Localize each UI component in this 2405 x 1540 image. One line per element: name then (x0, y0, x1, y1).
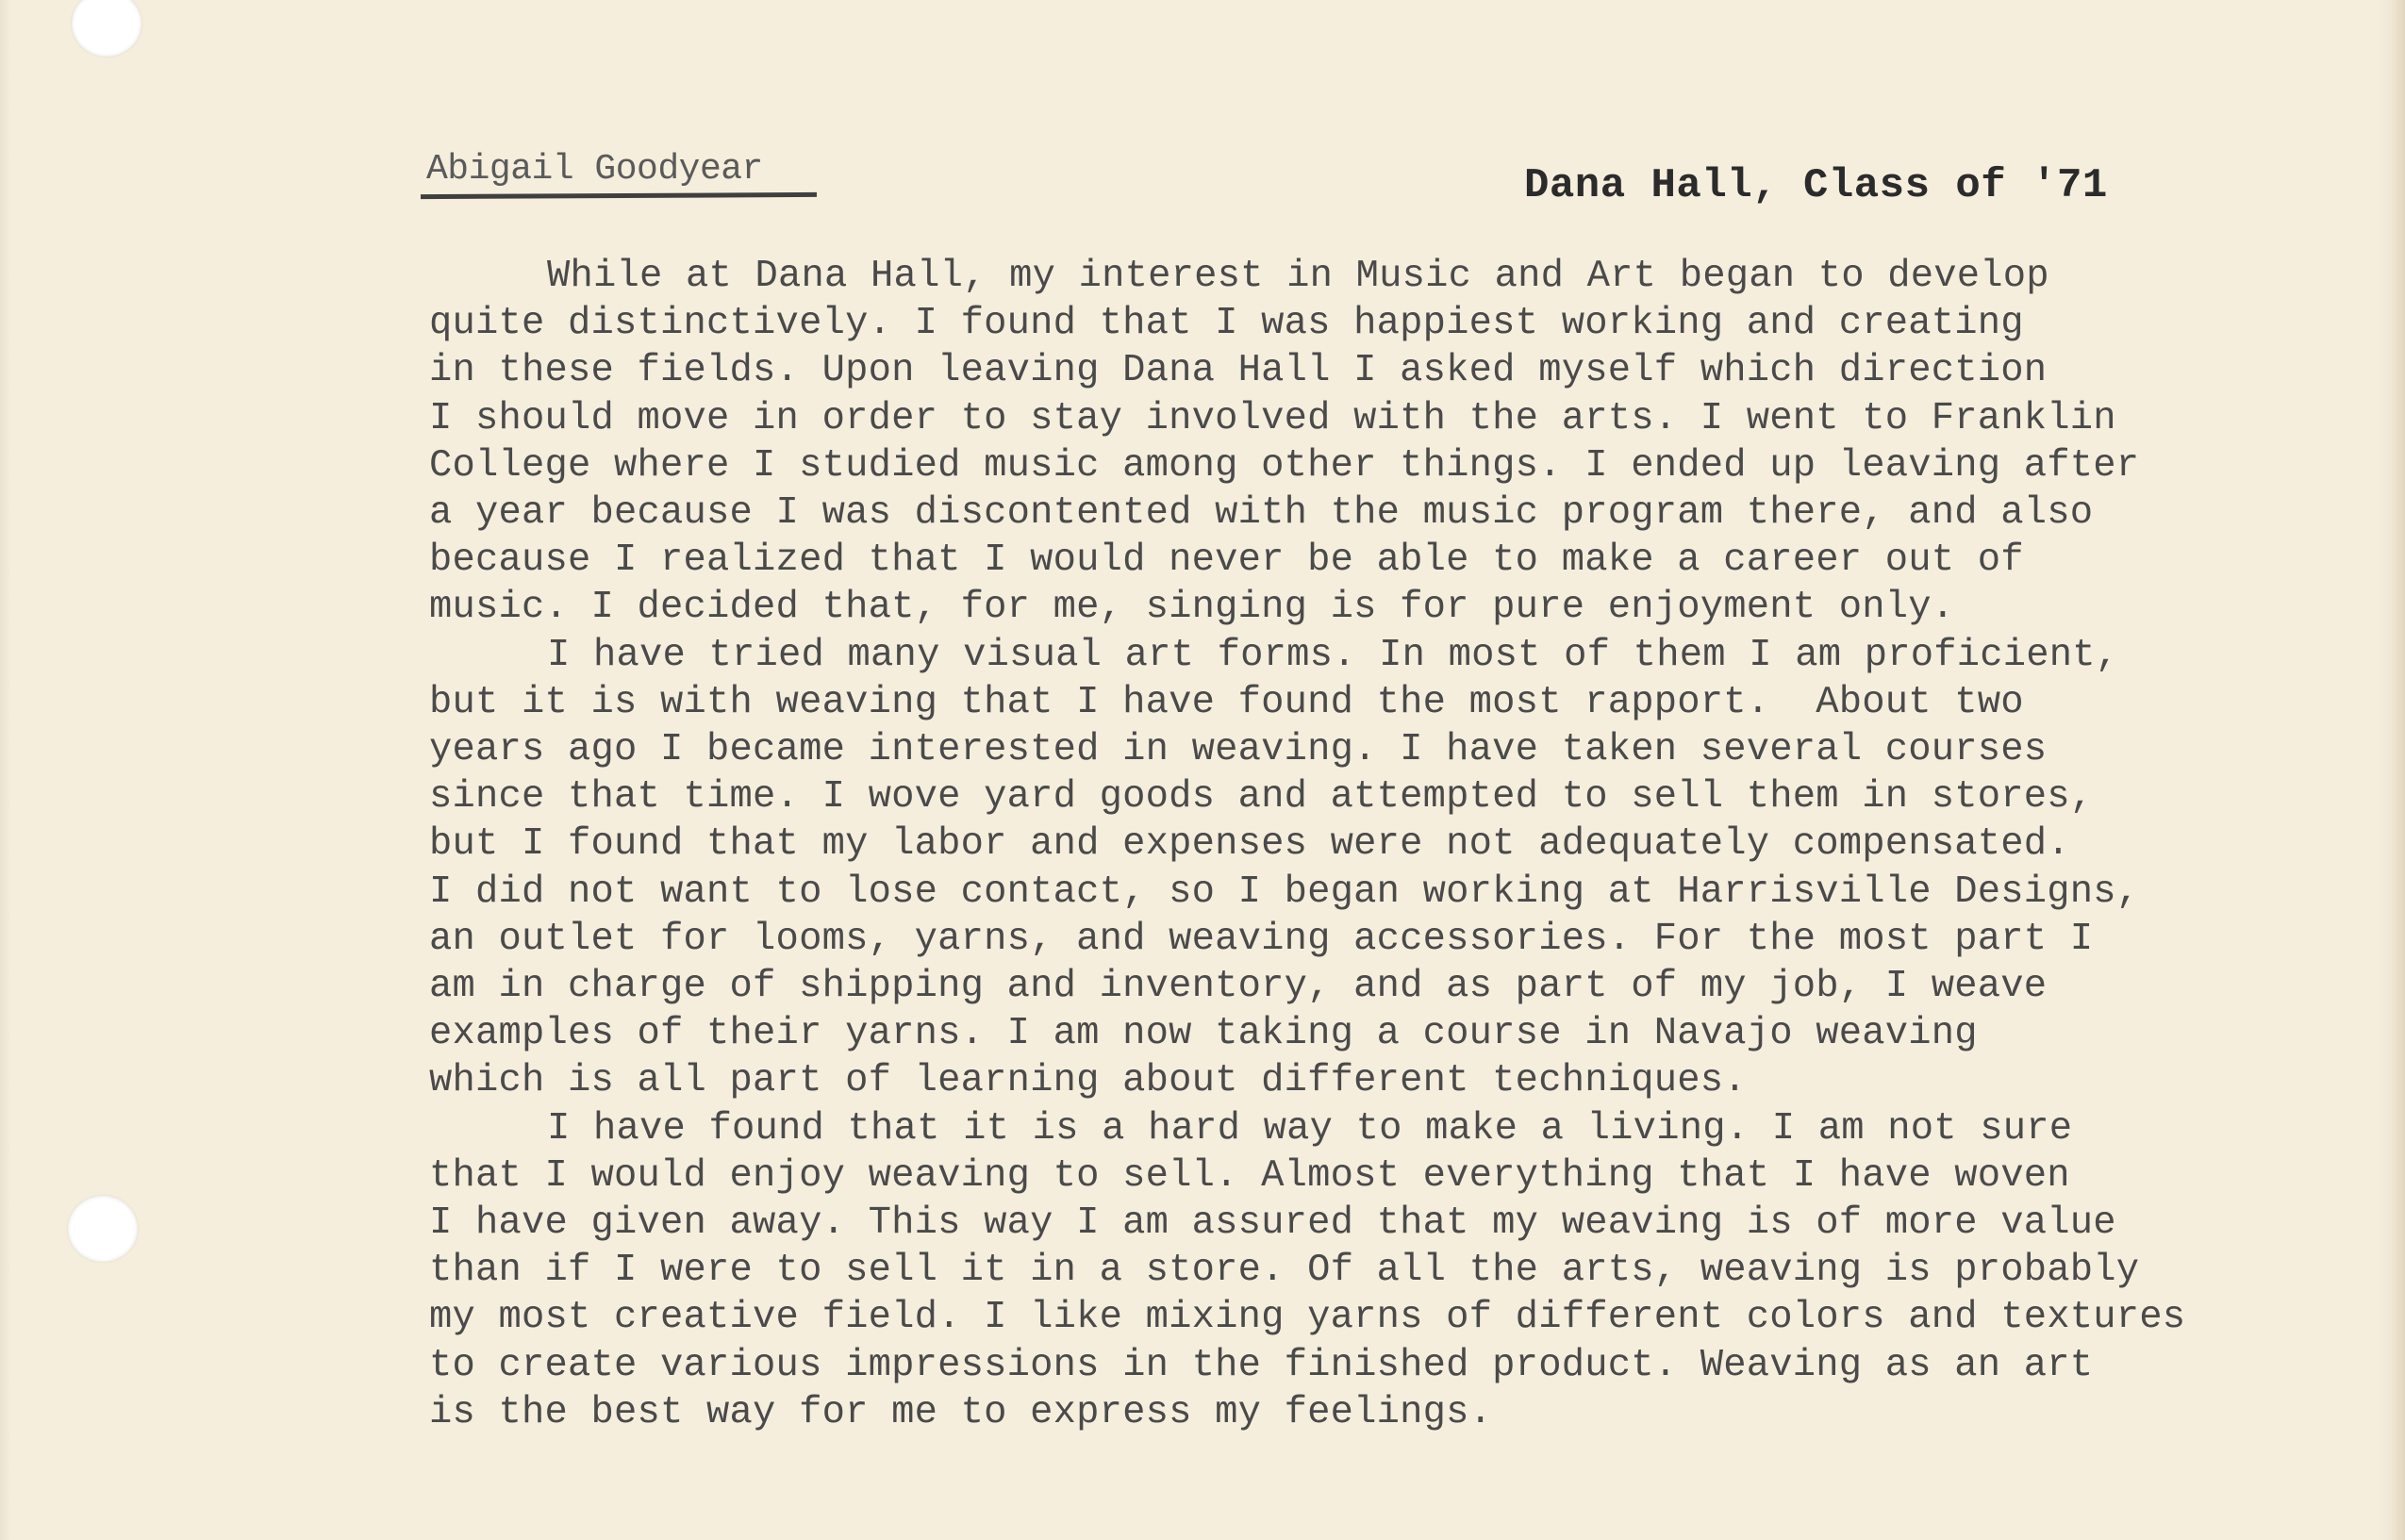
essay-line: While at Dana Hall, my interest in Music and Art began to develop (547, 255, 2049, 298)
essay-line: is the best way for me to express my feelings. (429, 1390, 1493, 1434)
essay-line: I have tried many visual art forms. In most of them I am proficient, (547, 633, 2119, 677)
essay-line: I did not want to lose contact, so I began working at Harrisville Designs, (429, 869, 2140, 914)
paper-edge (2392, 0, 2405, 1540)
essay-line: because I realized that I would never be able to make a career out of (429, 538, 2024, 583)
essay-line: am in charge of shipping and inventory, and as part of my job, I weave (429, 965, 2048, 1009)
essay-line: quite distinctively. I found that I was happiest working and creating (429, 302, 2024, 346)
essay-line: College where I studied music among other things. I ended up leaving after (429, 443, 2140, 488)
punch-hole-bottom (68, 1196, 138, 1262)
essay-line: that I would enjoy weaving to sell. Almost everything that I have woven (429, 1153, 2070, 1198)
essay-line: to create various impressions in the finished product. Weaving as an art (429, 1343, 2094, 1387)
essay-line: I have given away. This way I am assured that my weaving is of more value (429, 1201, 2116, 1246)
essay-line: which is all part of learning about different techniques. (429, 1059, 1747, 1103)
essay-line: but it is with weaving that I have found the most rapport. About two (429, 680, 2024, 724)
essay-line: years ago I became interested in weaving. I have taken several courses (429, 728, 2048, 772)
essay-line: my most creative field. I like mixing yarns of different colors and textures (429, 1296, 2186, 1340)
essay-line: in these fields. Upon leaving Dana Hall I asked myself which direction (429, 349, 2048, 393)
essay-line: music. I decided that, for me, singing is for pure enjoyment only. (429, 586, 1955, 630)
essay-line: I have found that it is a hard way to make a living. I am not sure (547, 1106, 2073, 1151)
essay-line: since that time. I wove yard goods and attempted to sell them in stores, (429, 775, 2094, 820)
essay-line: but I found that my labor and expenses were not adequately compensated. (429, 822, 2070, 867)
essay-body (429, 253, 2221, 1436)
author-underline (421, 192, 817, 199)
punch-hole-top (72, 0, 141, 57)
essay-line: examples of their yarns. I am now taking a course in Navajo weaving (429, 1012, 1978, 1056)
class-heading: Dana Hall, Class of '71 (1524, 162, 2108, 209)
essay-line: a year because I was discontented with the music program there, and also (429, 491, 2094, 536)
essay-line: than if I were to sell it in a store. Of all the arts, weaving is probably (429, 1249, 2140, 1293)
essay-line: an outlet for looms, yarns, and weaving accessories. For the most part I (429, 917, 2094, 961)
author-name: Abigail Goodyear (426, 149, 763, 190)
essay-line: I should move in order to stay involved with the arts. I went to Franklin (429, 396, 2116, 440)
